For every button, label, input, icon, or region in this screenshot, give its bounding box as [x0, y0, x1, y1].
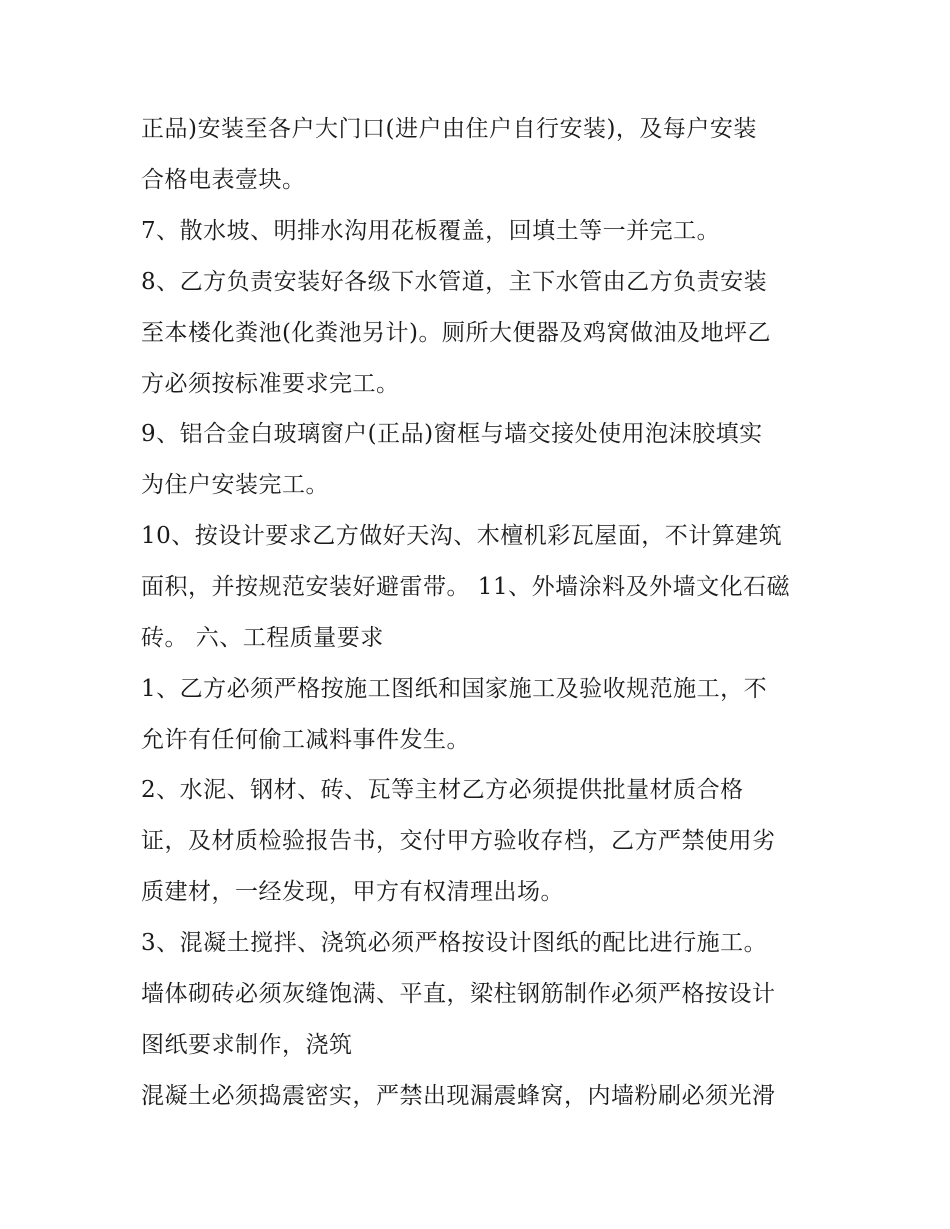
text-line: 混凝土必须捣震密实，严禁出现漏震蜂窝，内墙粉刷必须光滑 — [141, 1083, 776, 1109]
text-line: 至本楼化粪池(化粪池另计)。厕所大便器及鸡窝做油及地坪乙 — [141, 320, 771, 346]
text-line: 8、乙方负责安装好各级下水管道，主下水管由乙方负责安装 — [141, 269, 768, 295]
text-line: 证，及材质检验报告书，交付甲方验收存档，乙方严禁使用劣 — [141, 828, 776, 854]
text-line: 质建材，一经发现，甲方有权清理出场。 — [141, 879, 564, 905]
text-line: 9、铝合金白玻璃窗户(正品)窗框与墙交接处使用泡沫胶填实 — [141, 421, 763, 447]
text-line: 面积，并按规范安装好避雷带。 11、外墙涂料及外墙文化石磁 — [141, 574, 791, 600]
text-line: 3、混凝土搅拌、浇筑必须严格按设计图纸的配比进行施工。 — [141, 930, 768, 956]
text-line: 7、散水坡、明排水沟用花板覆盖，回填土等一并完工。 — [141, 218, 721, 244]
text-line: 图纸要求制作，浇筑 — [141, 1032, 353, 1058]
text-line: 墙体砌砖必须灰缝饱满、平直，梁柱钢筋制作必须严格按设计 — [141, 981, 776, 1007]
text-line: 允许有任何偷工减料事件发生。 — [141, 727, 470, 753]
text-line: 合格电表壹块。 — [141, 167, 306, 193]
text-line: 正品)安装至各户大门口(进户由住户自行安装)，及每户安装 — [141, 116, 757, 142]
text-line: 为住户安装完工。 — [141, 472, 329, 498]
text-line: 2、水泥、钢材、砖、瓦等主材乙方必须提供批量材质合格 — [141, 777, 744, 803]
text-line: 砖。 六、工程质量要求 — [141, 625, 384, 651]
text-line: 方必须按标准要求完工。 — [141, 371, 400, 397]
text-line: 1、乙方必须严格按施工图纸和国家施工及验收规范施工，不 — [141, 676, 768, 702]
text-line: 10、按设计要求乙方做好天沟、木檀机彩瓦屋面，不计算建筑 — [141, 523, 783, 549]
